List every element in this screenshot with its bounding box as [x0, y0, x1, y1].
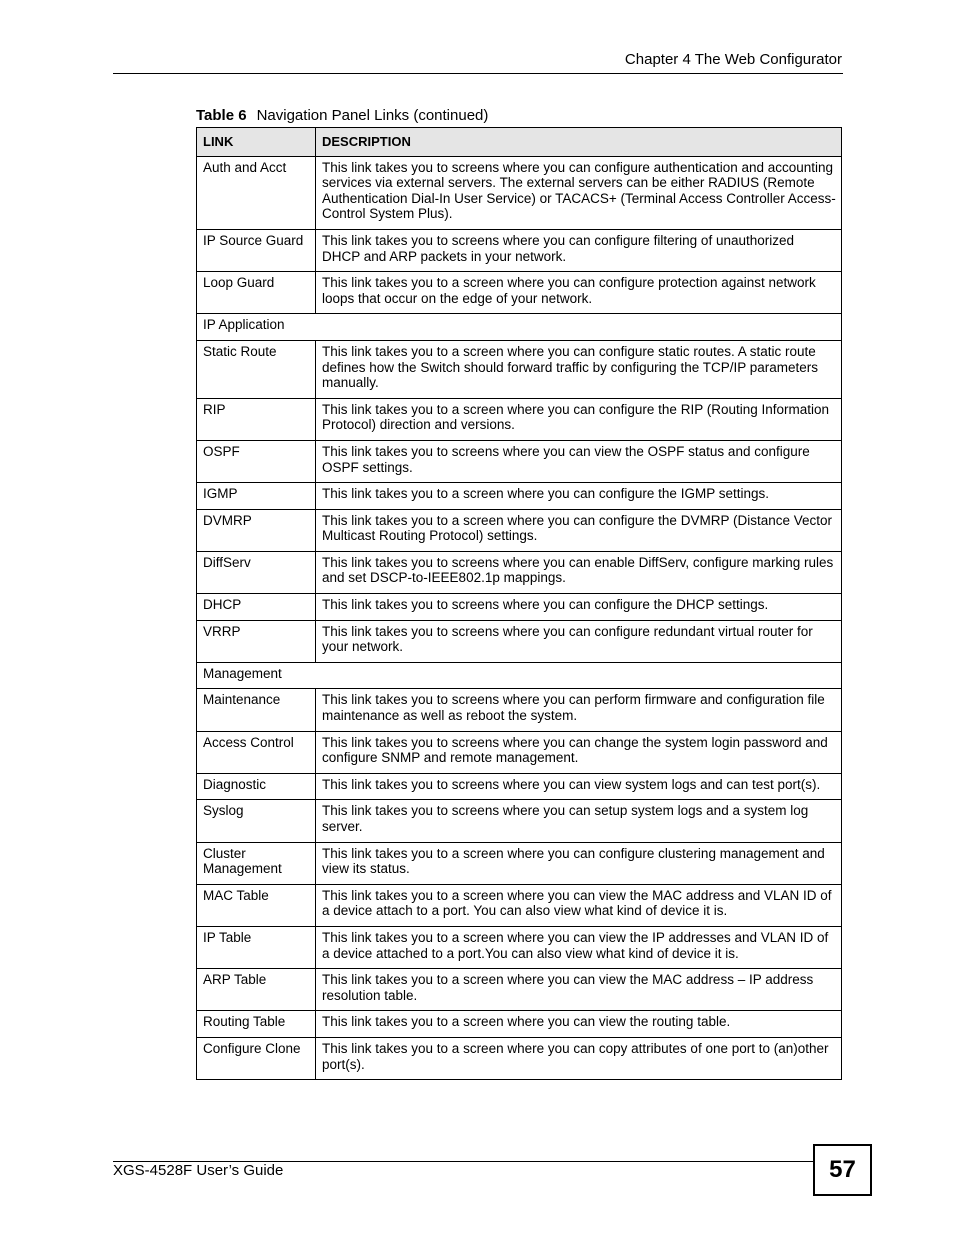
link-cell: MAC Table	[197, 884, 316, 926]
description-cell: This link takes you to screens where you can change the system login password and configure SNMP and remote management.	[316, 731, 842, 773]
section-row	[197, 314, 842, 341]
link-cell: IP Table	[197, 926, 316, 968]
chapter-header: Chapter 4 The Web Configurator	[624, 51, 842, 68]
description-cell: This link takes you to a screen where you can view the MAC address and VLAN ID of a device attach to a port. You can also view what kind of device it is.	[316, 884, 842, 926]
column-header-description: DESCRIPTION	[316, 128, 842, 157]
page-number: 57	[813, 1144, 872, 1196]
link-cell: Static Route	[197, 340, 316, 398]
table-row	[197, 156, 842, 229]
table-row	[197, 800, 842, 842]
description-cell: This link takes you to screens where you can configure redundant virtual router for your network.	[316, 620, 842, 662]
description-cell: This link takes you to screens where you can setup system logs and a system log server.	[316, 800, 842, 842]
link-cell: DiffServ	[197, 551, 316, 593]
description-cell: This link takes you to a screen where you can configure clustering management and view its status.	[316, 842, 842, 884]
table-row	[197, 969, 842, 1011]
link-cell: RIP	[197, 398, 316, 440]
table-row	[197, 594, 842, 621]
guide-title: XGS-4528F User’s Guide	[113, 1162, 284, 1179]
link-cell: VRRP	[197, 620, 316, 662]
link-cell: OSPF	[197, 440, 316, 482]
table-row	[197, 926, 842, 968]
link-cell: Diagnostic	[197, 773, 316, 800]
link-cell: DVMRP	[197, 509, 316, 551]
table-row	[197, 229, 842, 271]
table-body	[197, 156, 842, 1080]
section-row	[197, 662, 842, 689]
table-row	[197, 842, 842, 884]
description-cell: This link takes you to screens where you can view system logs and can test port(s).	[316, 773, 842, 800]
link-cell: Auth and Acct	[197, 156, 316, 229]
link-cell: Loop Guard	[197, 272, 316, 314]
table-caption-title: Navigation Panel Links (continued)	[256, 107, 489, 124]
link-cell: ARP Table	[197, 969, 316, 1011]
table-row	[197, 398, 842, 440]
description-cell: This link takes you to screens where you can configure authentication and accounting services via external servers. The external servers can be either RADIUS (Remote Authentication Dial-In User Service) or TACACS+ (Terminal Access Controller Access-Control System Plus).	[316, 156, 842, 229]
table-row	[197, 483, 842, 510]
link-cell: Routing Table	[197, 1011, 316, 1038]
table-header-row	[197, 128, 842, 157]
description-cell: This link takes you to a screen where you can configure the RIP (Routing Information Protocol) direction and versions.	[316, 398, 842, 440]
table-row	[197, 1037, 842, 1079]
column-header-link: LINK	[197, 128, 316, 157]
description-cell: This link takes you to screens where you can enable DiffServ, configure marking rules and set DSCP-to-IEEE802.1p mappings.	[316, 551, 842, 593]
table-caption	[196, 107, 488, 125]
table-row	[197, 731, 842, 773]
navigation-panel-links-table	[196, 127, 842, 1080]
table-row	[197, 272, 842, 314]
link-cell: DHCP	[197, 594, 316, 621]
description-cell: This link takes you to a screen where you can view the MAC address – IP address resolution table.	[316, 969, 842, 1011]
description-cell: This link takes you to screens where you can perform firmware and configuration file maintenance as well as reboot the system.	[316, 689, 842, 731]
description-cell: This link takes you to a screen where you can view the routing table.	[316, 1011, 842, 1038]
table-row	[197, 340, 842, 398]
description-cell: This link takes you to a screen where you can configure protection against network loops that occur on the edge of your network.	[316, 272, 842, 314]
description-cell: This link takes you to a screen where you can view the IP addresses and VLAN ID of a device attached to a port.You can also view what kind of device it is.	[316, 926, 842, 968]
table-row	[197, 620, 842, 662]
section-title: Management	[197, 662, 842, 689]
link-cell: IGMP	[197, 483, 316, 510]
table-row	[197, 773, 842, 800]
description-cell: This link takes you to a screen where you can configure the DVMRP (Distance Vector Multicast Routing Protocol) settings.	[316, 509, 842, 551]
link-cell: Maintenance	[197, 689, 316, 731]
link-cell: Syslog	[197, 800, 316, 842]
table-row	[197, 509, 842, 551]
table-row	[197, 440, 842, 482]
description-cell: This link takes you to screens where you can view the OSPF status and configure OSPF settings.	[316, 440, 842, 482]
link-cell: Configure Clone	[197, 1037, 316, 1079]
link-cell: IP Source Guard	[197, 229, 316, 271]
description-cell: This link takes you to screens where you can configure filtering of unauthorized DHCP and ARP packets in your network.	[316, 229, 842, 271]
table-row	[197, 551, 842, 593]
table-row	[197, 884, 842, 926]
link-cell: Access Control	[197, 731, 316, 773]
table-row	[197, 1011, 842, 1038]
description-cell: This link takes you to a screen where you can configure the IGMP settings.	[316, 483, 842, 510]
link-cell: Cluster Management	[197, 842, 316, 884]
description-cell: This link takes you to a screen where you can configure static routes. A static route defines how the Switch should forward traffic by configuring the TCP/IP parameters manually.	[316, 340, 842, 398]
header-divider	[113, 73, 843, 74]
description-cell: This link takes you to screens where you can configure the DHCP settings.	[316, 594, 842, 621]
table-row	[197, 689, 842, 731]
section-title: IP Application	[197, 314, 842, 341]
table-caption-label: Table 6	[196, 107, 247, 124]
description-cell: This link takes you to a screen where you can copy attributes of one port to (an)other port(s).	[316, 1037, 842, 1079]
